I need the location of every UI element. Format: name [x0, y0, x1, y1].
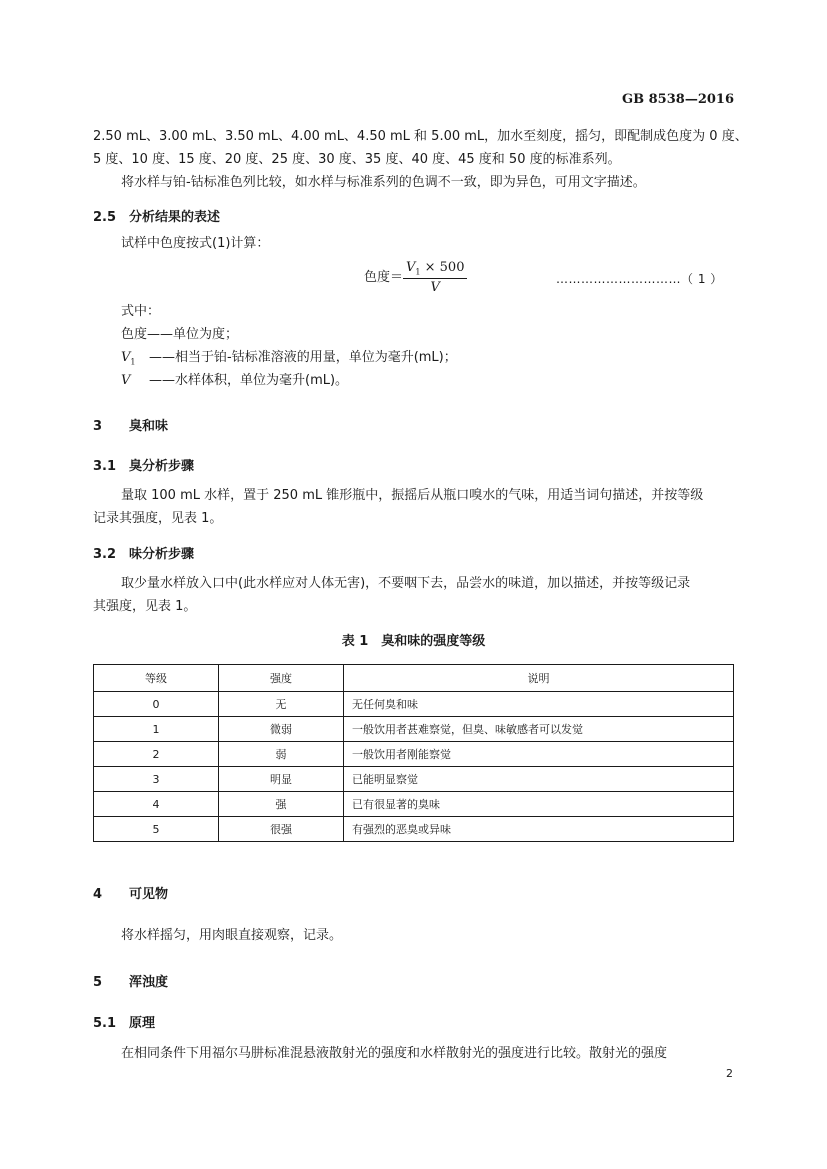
color-formula — [364, 260, 467, 295]
section-title: 味分析步骤 — [129, 547, 195, 562]
table-row — [94, 767, 734, 792]
formula-intro: 试样中色度按式(1)计算： — [121, 236, 270, 251]
description-cell: 有强烈的恶臭或异味 — [344, 817, 734, 842]
section-number: 3.1 — [93, 459, 117, 474]
definition-line: 色度——单位为度； — [121, 327, 239, 342]
body-line: 将水样与铂-钴标准色列比较，如水样与标准系列的色调不一致，即为异色，可用文字描述。 — [121, 175, 646, 190]
table-row — [94, 692, 734, 717]
description-cell: 一般饮用者甚难察觉，但臭、味敏感者可以发觉 — [344, 717, 734, 742]
body-line: 记录其强度，见表 1。 — [93, 511, 223, 526]
formula-numerator — [403, 260, 467, 279]
table-row — [94, 717, 734, 742]
intensity-cell: 很强 — [219, 817, 344, 842]
equation-number: …………………………（ 1 ） — [556, 272, 723, 286]
intensity-table — [93, 664, 734, 842]
body-line: 将水样摇匀，用肉眼直接观察，记录。 — [121, 928, 343, 943]
table-row — [94, 817, 734, 842]
section-number: 3.2 — [93, 547, 117, 562]
section-title: 分析结果的表述 — [129, 210, 221, 225]
numerator-rest: × 500 — [420, 260, 465, 275]
formula-fraction — [403, 260, 467, 295]
section-number: 3 — [93, 419, 103, 434]
page-number: 2 — [726, 1067, 733, 1080]
grade-cell: 3 — [94, 767, 219, 792]
description-cell: 无任何臭和味 — [344, 692, 734, 717]
description-cell: 已能明显察觉 — [344, 767, 734, 792]
body-line: 量取 100 mL 水样，置于 250 mL 锥形瓶中，振摇后从瓶口嗅水的气味，用适当词句描述，并按等级 — [121, 488, 704, 503]
section-title: 臭分析步骤 — [129, 459, 195, 474]
section-title: 臭和味 — [129, 419, 169, 434]
description-cell: 一般饮用者刚能察觉 — [344, 742, 734, 767]
table-caption: 表 1 臭和味的强度等级 — [341, 634, 486, 649]
section-number: 5.1 — [93, 1016, 117, 1031]
section-title: 可见物 — [129, 887, 169, 902]
header-cell-description: 说明 — [344, 665, 734, 692]
section-heading-2-5 — [93, 206, 220, 225]
body-line: 5 度、10 度、15 度、20 度、25 度、30 度、35 度、40 度、45 度和 50 度的标准系列。 — [93, 152, 621, 167]
section-title: 浑浊度 — [129, 975, 169, 990]
section-number: 5 — [93, 975, 103, 990]
standard-code: GB 8538—2016 — [622, 92, 734, 107]
section-heading-5 — [93, 971, 168, 990]
body-line: 在相同条件下用福尔马肼标准混悬液散射光的强度和水样散射光的强度进行比较。散射光的强度 — [121, 1046, 668, 1061]
numerator-subscript: 1 — [415, 267, 421, 277]
section-heading-3-1 — [93, 455, 194, 474]
definition-text: ——水样体积，单位为毫升(mL)。 — [149, 373, 349, 388]
section-heading-5-1 — [93, 1012, 155, 1031]
definition-text: ——相当于铂-钴标准溶液的用量，单位为毫升(mL)； — [149, 350, 457, 365]
section-heading-3 — [93, 415, 168, 434]
body-line: 2.50 mL、3.00 mL、3.50 mL、4.00 mL、4.50 mL 和 5.00 mL，加水至刻度，摇匀，即配制成色度为 0 度、 — [93, 129, 748, 144]
section-heading-3-2 — [93, 543, 194, 562]
where-label: 式中： — [121, 304, 161, 319]
section-heading-4 — [93, 883, 168, 902]
formula-denominator: V — [430, 279, 440, 295]
intensity-cell: 微弱 — [219, 717, 344, 742]
header-cell-intensity: 强度 — [219, 665, 344, 692]
description-cell: 已有很显著的臭味 — [344, 792, 734, 817]
section-number: 4 — [93, 887, 103, 902]
section-number: 2.5 — [93, 210, 117, 225]
table-row — [94, 792, 734, 817]
numerator-variable: V — [406, 260, 416, 275]
body-line: 其强度，见表 1。 — [93, 599, 197, 614]
definition-line — [121, 369, 348, 397]
definition-variable: V — [121, 373, 131, 388]
intensity-cell: 无 — [219, 692, 344, 717]
intensity-cell: 强 — [219, 792, 344, 817]
formula-lhs: 色度＝ — [364, 269, 404, 285]
grade-cell: 1 — [94, 717, 219, 742]
grade-cell: 2 — [94, 742, 219, 767]
table-header-row — [94, 665, 734, 692]
body-line: 取少量水样放入口中(此水样应对人体无害)，不要咽下去，品尝水的味道，加以描述，并按等级记录 — [121, 576, 691, 591]
intensity-cell: 弱 — [219, 742, 344, 767]
grade-cell: 4 — [94, 792, 219, 817]
header-cell-grade: 等级 — [94, 665, 219, 692]
grade-cell: 0 — [94, 692, 219, 717]
intensity-cell: 明显 — [219, 767, 344, 792]
table-row — [94, 742, 734, 767]
section-title: 原理 — [129, 1016, 156, 1031]
definition-variable: $V_1$ — [121, 350, 136, 367]
grade-cell: 5 — [94, 817, 219, 842]
